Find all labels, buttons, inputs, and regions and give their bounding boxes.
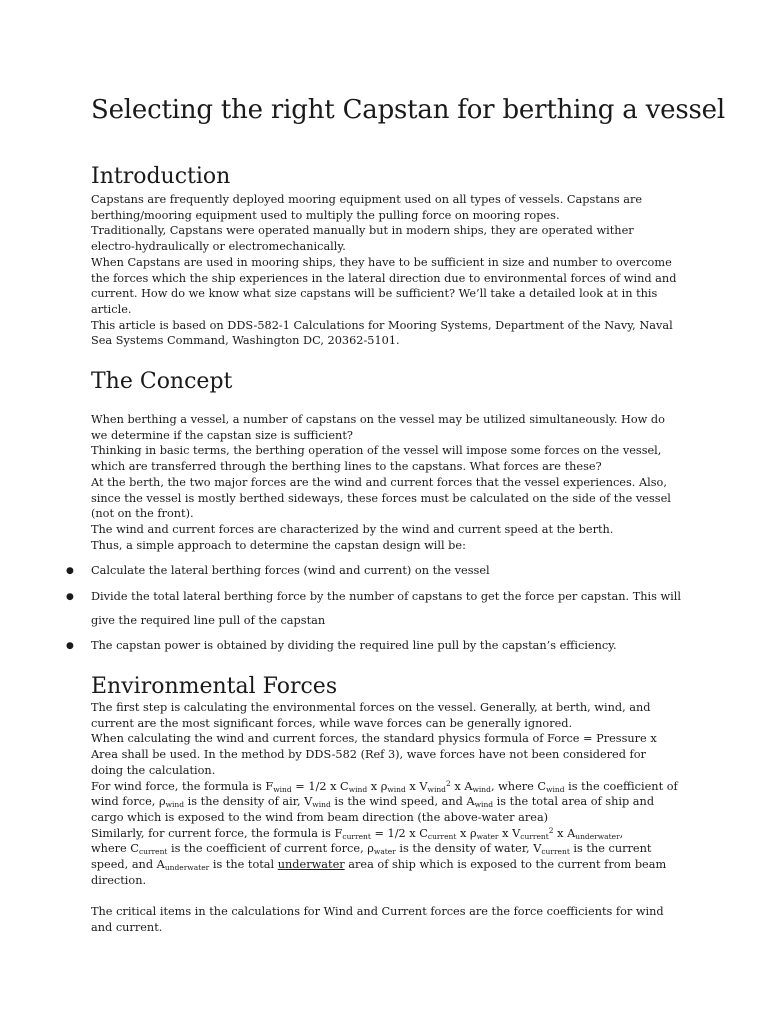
introduction-heading: Introduction (91, 164, 231, 189)
introduction-paragraph: Traditionally, Capstans were operated manually but in modern ships, they are operated wither electro-hydraulically or electromechanically. (91, 224, 634, 254)
document-title: Selecting the right Capstan for berthing a vessel (91, 95, 725, 125)
introduction-paragraph: When Capstans are used in mooring ships, they have to be sufficient in size and number to overcome the forces which the ship experiences in the lateral direction due to environmental forces of wind and current. How do we know what size capstans will be sufficient? We’ll take a detailed look at in this article. (91, 255, 677, 316)
environmental-paragraph: When calculating the wind and current forces, the standard physics formula of Force = Pressure x Area shall be used. In the method by DDS-582 (Ref 3), wave forces have not been considered for doing the calculation. (91, 732, 657, 777)
bullet-icon: ● (66, 640, 74, 651)
concept-paragraph: Thus, a simple approach to determine the capstan design will be: (91, 538, 466, 552)
concept-paragraph: The wind and current forces are characterized by the wind and current speed at the berth. (91, 522, 614, 536)
introduction-paragraph: This article is based on DDS-582-1 Calculations for Mooring Systems, Department of the Navy, Naval Sea Systems Command, Washington DC, 20362-5101. (91, 318, 673, 348)
concept-paragraph: Thinking in basic terms, the berthing operation of the vessel will impose some forces on the vessel, which are transferred through the berthing lines to the capstans. What forces are these? (91, 444, 662, 474)
concept-paragraph: At the berth, the two major forces are the wind and current forces that the vessel experiences. Also, since the vessel is mostly berthed sideways, these forces must be calculated on the side of the vessel (not on the front). (91, 475, 671, 521)
current-force-formula: Similarly, for current force, the formula is $F_{current} = 1/2$ x $C_{current}$ x $\rho_{water}$ x $V_{current}^2$ x $A_{underwater}$, (91, 825, 624, 841)
list-item (66, 585, 682, 634)
introduction-paragraph: Capstans are frequently deployed mooring equipment used on all types of vessels. Capstans are berthing/mooring equipment used to multiply the pulling force on mooring ropes. (91, 193, 643, 222)
concept-bullet-list (66, 559, 682, 658)
concept-paragraph: When berthing a vessel, a number of capstans on the vessel may be utilized simultaneously. How do we determine if the capstan size is sufficient? (91, 413, 665, 442)
current-force-definitions: where $C_{current}$ is the coefficient of current force, $\rho_{water}$ is the density of water, $V_{current}$ is the current speed, and $A_{underwater}$ is the total underwater area of ship which is exposed to the current from beam direction. (91, 842, 667, 887)
list-item-text: The capstan power is obtained by dividing the required line pull by the capstan’s efficiency. (91, 638, 617, 652)
concept-body (91, 412, 681, 553)
environmental-body (91, 700, 681, 936)
introduction-body (91, 192, 681, 349)
list-item (66, 559, 681, 584)
environmental-paragraph: The first step is calculating the environmental forces on the vessel. Generally, at berth, wind, and current are the most significant forces, while wave forces can be generally ignored. (91, 701, 651, 730)
list-item-text: Divide the total lateral berthing force by the number of capstans to get the force per capstan. This will give the required line pull of the capstan (91, 589, 682, 627)
list-item-text: Calculate the lateral berthing forces (wind and current) on the vessel (91, 564, 490, 577)
list-item (66, 634, 681, 659)
wind-force-formula: For wind force, the formula is $F_{wind} = 1/2$ x $C_{wind}$ x $\rho_{wind}$ x $V_{wind}^2$ x $A_{wind}$, where $C_{wind}$ is the coefficient of wind force, $\rho_{wind}$ is the density of air, $V_{wind}$ is the wind speed, and $A_{wind}$ is the total area of ship and cargo which is exposed to the wind from beam direction (the above-water area) (91, 778, 678, 824)
bullet-icon: ● (66, 591, 74, 602)
environmental-paragraph: The critical items in the calculations for Wind and Current forces are the force coefficients for wind and current. (91, 905, 664, 934)
bullet-icon: ● (66, 566, 74, 576)
underwater-underlined: underwater (277, 858, 345, 872)
concept-heading: The Concept (91, 369, 233, 394)
environmental-heading: Environmental Forces (91, 674, 338, 699)
